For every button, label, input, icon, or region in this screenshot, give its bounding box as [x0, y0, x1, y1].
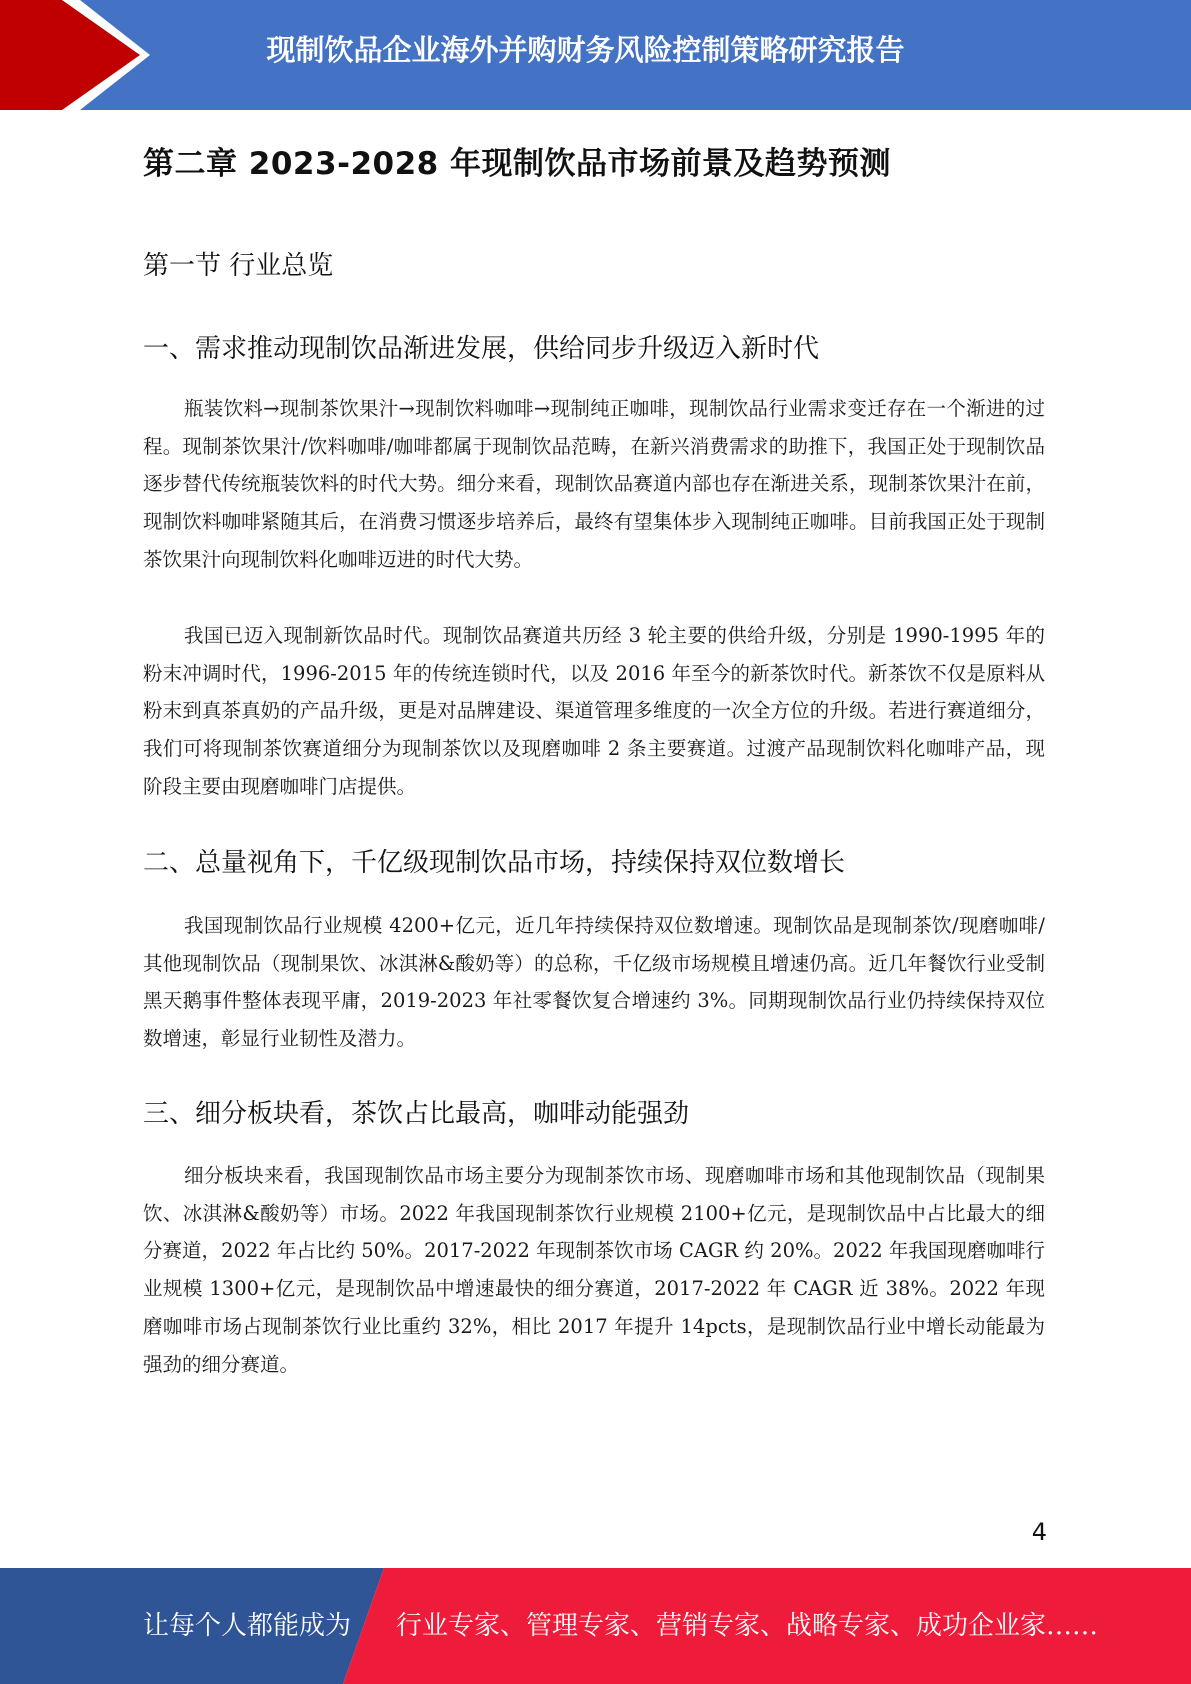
- paragraph-2: 我国已迈入现制新饮品时代。现制饮品赛道共历经 3 轮主要的供给升级，分别是 1990-1995 年的粉末冲调时代，1996-2015 年的传统连锁时代，以及 2016 年至今的新茶饮时代。新茶饮不仅是原料从粉末到真茶真奶的产品升级，更是对品牌建设、渠道管理多维度的一次全方位的升级。若进行赛道细分，我们可将现制茶饮赛道细分为现制茶饮以及现磨咖啡 2 条主要赛道。过渡产品现制饮料化咖啡产品，现阶段主要由现磨咖啡门店提供。: [143, 624, 1045, 798]
- paragraph-1: 瓶装饮料→现制茶饮果汁→现制饮料咖啡→现制纯正咖啡，现制饮品行业需求变迁存在一个渐进的过程。现制茶饮果汁/饮料咖啡/咖啡都属于现制饮品范畴，在新兴消费需求的助推下，我国正处于现制饮品逐步替代传统瓶装饮料的时代大势。细分来看，现制饮品赛道内部也存在渐进关系，现制茶饮果汁在前，现制饮料咖啡紧随其后，在消费习惯逐步培养后，最终有望集体步入现制纯正咖啡。目前我国正处于现制茶饮果汁向现制饮料化咖啡迈进的时代大势。: [143, 397, 1045, 571]
- sub-heading-3: 三、细分板块看，茶饮占比最高，咖啡动能强劲: [143, 1099, 690, 1129]
- sub-heading-2: 二、总量视角下，千亿级现制饮品市场，持续保持双位数增长: [143, 848, 846, 878]
- paragraph-3: 我国现制饮品行业规模 4200+亿元，近几年持续保持双位数增速。现制饮品是现制茶饮/现磨咖啡/其他现制饮品（现制果饮、冰淇淋&酸奶等）的总称，千亿级市场规模且增速仍高。近几年餐饮行业受制黑天鹅事件整体表现平庸，2019-2023 年社零餐饮复合增速约 3%。同期现制饮品行业仍持续保持双位数增速，彰显行业韧性及潜力。: [143, 914, 1045, 1051]
- header-red-arrow-shape: [0, 0, 150, 110]
- header-banner: [0, 0, 1191, 110]
- footer-slogan-left: 让每个人都能成为: [143, 1611, 352, 1641]
- paragraph-4: 细分板块来看，我国现制饮品市场主要分为现制茶饮市场、现磨咖啡市场和其他现制饮品（现制果饮、冰淇淋&酸奶等）市场。2022 年我国现制茶饮行业规模 2100+亿元，是现制饮品中占比最大的细分赛道，2022 年占比约 50%。2017-2022 年现制茶饮市场 CAGR 约 20%。2022 年我国现磨咖啡行业规模 1300+亿元，是现制饮品中增速最快的细分赛道，2017-2022 年 CAGR 近 38%。2022 年现磨咖啡市场占现制茶饮行业比重约 32%，相比 2017 年提升 14pcts，是现制饮品行业中增长动能最为强劲的细分赛道。: [143, 1164, 1045, 1376]
- section-title: 第一节 行业总览: [143, 251, 334, 281]
- sub-heading-1: 一、需求推动现制饮品渐进发展，供给同步升级迈入新时代: [143, 334, 820, 364]
- header-title-text: 现制饮品企业海外并购财务风险控制策略研究报告: [266, 33, 905, 67]
- chapter-title: 第二章 2023-2028 年现制饮品市场前景及趋势预测: [143, 146, 892, 182]
- footer-slogan-right: 行业专家、管理专家、营销专家、战略专家、成功企业家……: [396, 1611, 1099, 1641]
- footer-banner: [0, 1568, 1191, 1684]
- header-title: [160, 0, 1191, 100]
- page-number: 4: [1031, 1518, 1047, 1546]
